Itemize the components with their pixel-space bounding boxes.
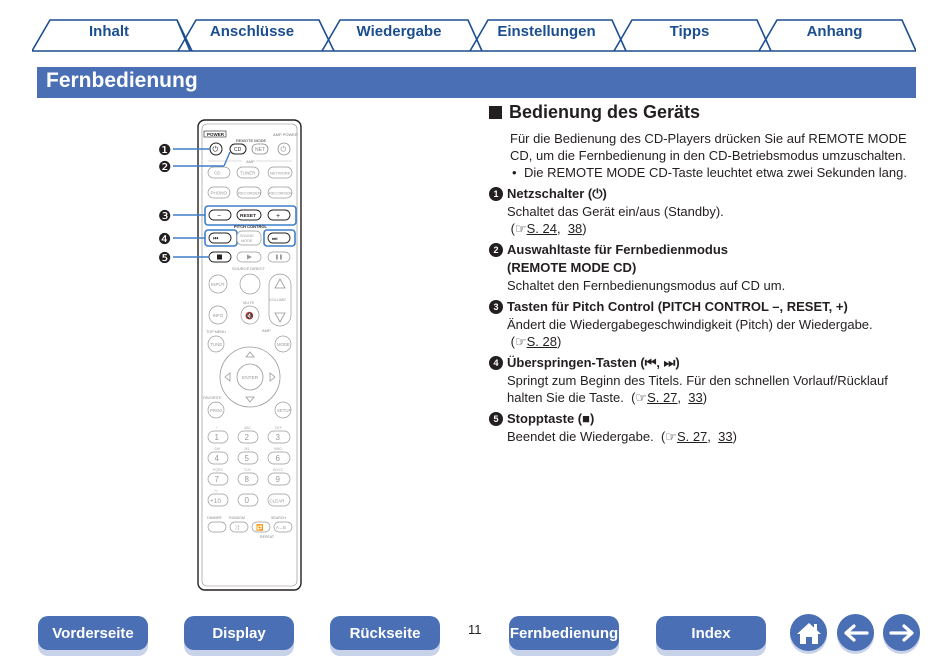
svg-text:ABC: ABC: [244, 426, 251, 430]
svg-text:PQRS: PQRS: [213, 468, 223, 472]
svg-text:⏮: ⏮: [213, 236, 219, 243]
svg-text:TUNER: TUNER: [240, 170, 256, 176]
ref-link[interactable]: 38: [567, 221, 583, 236]
svg-text:ENTER: ENTER: [242, 376, 259, 381]
svg-text:REPEAT: REPEAT: [260, 535, 275, 539]
svg-text:PROG: PROG: [210, 408, 223, 413]
item-number: 1: [489, 187, 503, 201]
back-button[interactable]: [837, 614, 874, 651]
svg-text:NET: NET: [255, 147, 265, 153]
svg-text:RANDOM: RANDOM: [229, 516, 245, 520]
svg-text:MODE: MODE: [241, 239, 253, 243]
svg-text:0: 0: [244, 496, 249, 505]
item-skip: 4 Überspringen-Tasten (⏮, ⏭) Springt zum Beginn des Titels. Für den schnellen Vorlauf/Rücklauf halten Sie die Taste. (☞S. 27, 33): [489, 354, 919, 406]
bullet-item: • Die REMOTE MODE CD-Taste leuchtet etwa zwei Sekunden lang.: [512, 165, 907, 180]
svg-text:TUNE: TUNE: [210, 342, 223, 347]
power-label: POWER: [207, 132, 225, 137]
svg-text:8: 8: [244, 475, 249, 484]
svg-text:INPUT: INPUT: [211, 282, 225, 287]
callout-3: ❸: [158, 207, 172, 225]
nav-front-button[interactable]: Vorderseite: [38, 616, 148, 650]
svg-text:7: 7: [214, 475, 219, 484]
nav-remote-button[interactable]: Fernbedienung: [509, 616, 619, 650]
svg-text:MNO: MNO: [274, 447, 282, 451]
callout-1: ❶: [158, 141, 172, 159]
svg-text:2: 2: [244, 433, 249, 442]
page-title-band: [37, 67, 916, 98]
svg-text:+: +: [276, 213, 281, 220]
item-pitch-control: 3 Tasten für Pitch Control (PITCH CONTROL –, RESET, +) Ändert die Wiedergabegeschwindigkeit (Pitch) der Wiedergabe. (☞S. 28): [489, 298, 919, 350]
svg-text:VOLUME: VOLUME: [269, 297, 286, 302]
home-icon: [796, 621, 822, 645]
svg-text:SOURCE DIRECT: SOURCE DIRECT: [232, 266, 266, 271]
svg-text:NETWORK: NETWORK: [270, 170, 291, 176]
arrow-right-icon: [889, 623, 915, 643]
ref-link[interactable]: S. 27: [676, 429, 708, 444]
svg-text:FAVORITE: FAVORITE: [203, 396, 222, 400]
svg-text:PHONO: PHONO: [210, 190, 228, 196]
svg-text:DIMMER: DIMMER: [207, 516, 222, 520]
svg-text:A↔B: A↔B: [276, 525, 286, 530]
item-power-switch: 1 Netzschalter (⏻) Schaltet das Gerät ein/aus (Standby). (☞S. 24, 38): [489, 185, 919, 237]
svg-text:+/-: +/-: [214, 489, 219, 493]
page-title: Fernbedienung: [46, 69, 198, 92]
ref-link[interactable]: S. 27: [647, 390, 678, 405]
svg-text:⏭: ⏭: [272, 236, 278, 243]
tab-anhang[interactable]: Anhang: [806, 23, 863, 40]
svg-text:DEF: DEF: [275, 426, 282, 430]
section-heading: Bedienung des Geräts: [489, 101, 919, 123]
tab-tipps[interactable]: Tipps: [669, 23, 710, 40]
remote-drawing: [150, 118, 310, 592]
svg-text:CD: CD: [214, 170, 221, 176]
page-number: 11: [468, 622, 482, 637]
svg-text:AMP: AMP: [262, 328, 271, 333]
svg-text:TUV: TUV: [244, 468, 251, 472]
svg-text:SETUP: SETUP: [277, 408, 292, 413]
svg-text:SOUND: SOUND: [240, 234, 254, 238]
svg-text:🔁: 🔁: [256, 525, 264, 532]
svg-text:AMP: AMP: [246, 159, 255, 164]
item-number: 5: [489, 412, 503, 426]
callout-2: ❷: [158, 158, 172, 176]
power-icon: ⏻: [212, 146, 219, 154]
forward-button[interactable]: [883, 614, 920, 651]
svg-text:🔇: 🔇: [245, 313, 254, 320]
ref-link[interactable]: S. 28: [526, 334, 557, 349]
svg-text:CD: CD: [234, 147, 242, 153]
home-button[interactable]: [790, 614, 827, 651]
svg-text:3: 3: [275, 433, 280, 442]
remote-mode-label: REMOTE MODE: [236, 138, 267, 143]
svg-text:SEARCH: SEARCH: [271, 516, 286, 520]
svg-text:+10: +10: [210, 498, 222, 505]
svg-text:1: 1: [214, 433, 219, 442]
tab-wiedergabe[interactable]: Wiedergabe: [356, 23, 442, 40]
svg-text:INFO: INFO: [212, 313, 224, 318]
svg-text:TOP MENU: TOP MENU: [206, 330, 226, 334]
svg-text:/: /: [216, 426, 217, 430]
svg-text:MODE: MODE: [277, 342, 290, 347]
item-remote-mode: 2 Auswahltaste für Fernbedienmodus (REMOTE MODE CD) Schaltet den Fernbedienungsmodus auf CD um.: [489, 241, 919, 294]
remote-illustration: [150, 118, 310, 592]
svg-text:−: −: [217, 213, 222, 220]
intro-text: Für die Bedienung des CD-Players drücken Sie auf REMOTE MODE CD, um die Fernbedienung in den CD-Betriebsmodus umzuschalten.: [510, 131, 907, 163]
amp-power-label: AMP POWER: [273, 132, 298, 137]
heading-square-icon: [489, 106, 502, 119]
tab-einstellungen[interactable]: Einstellungen: [497, 23, 596, 40]
nav-display-button[interactable]: Display: [184, 616, 294, 650]
item-number: 2: [489, 243, 503, 257]
svg-text:WXYZ: WXYZ: [273, 468, 283, 472]
callout-4: ❹: [158, 230, 172, 248]
main-content: [489, 101, 919, 445]
item-number: 3: [489, 300, 503, 314]
svg-text:5: 5: [244, 454, 249, 463]
svg-text:RESET: RESET: [240, 214, 256, 219]
svg-text:9: 9: [275, 475, 280, 484]
svg-text:4: 4: [214, 454, 219, 463]
svg-text:RECORDER: RECORDER: [269, 190, 292, 196]
ref-link[interactable]: S. 24: [526, 221, 557, 236]
item-stop: 5 Stopptaste (■) Beendet die Wiedergabe. (☞S. 27, 33): [489, 410, 919, 445]
svg-text:PITCH CONTROL: PITCH CONTROL: [234, 224, 267, 229]
svg-text:JKL: JKL: [244, 447, 250, 451]
callout-5: ❺: [158, 249, 172, 267]
svg-text:CLEAR: CLEAR: [269, 498, 285, 504]
nav-rear-button[interactable]: Rückseite: [330, 616, 440, 650]
tab-inhalt[interactable]: Inhalt: [89, 23, 129, 40]
svg-text:MUTE: MUTE: [243, 300, 255, 305]
arrow-left-icon: [843, 623, 869, 643]
svg-text:RECORDER: RECORDER: [238, 190, 261, 196]
svg-text:6: 6: [275, 454, 280, 463]
ref-link[interactable]: 33: [718, 429, 733, 444]
tab-anschluesse[interactable]: Anschlüsse: [209, 23, 295, 40]
svg-text:GHI: GHI: [214, 447, 221, 451]
ref-link[interactable]: 33: [688, 390, 703, 405]
svg-text:⤨: ⤨: [234, 525, 239, 532]
top-tab-bar: [32, 18, 916, 52]
item-number: 4: [489, 356, 503, 370]
nav-index-button[interactable]: Index: [656, 616, 766, 650]
svg-text:⏻: ⏻: [280, 146, 287, 154]
